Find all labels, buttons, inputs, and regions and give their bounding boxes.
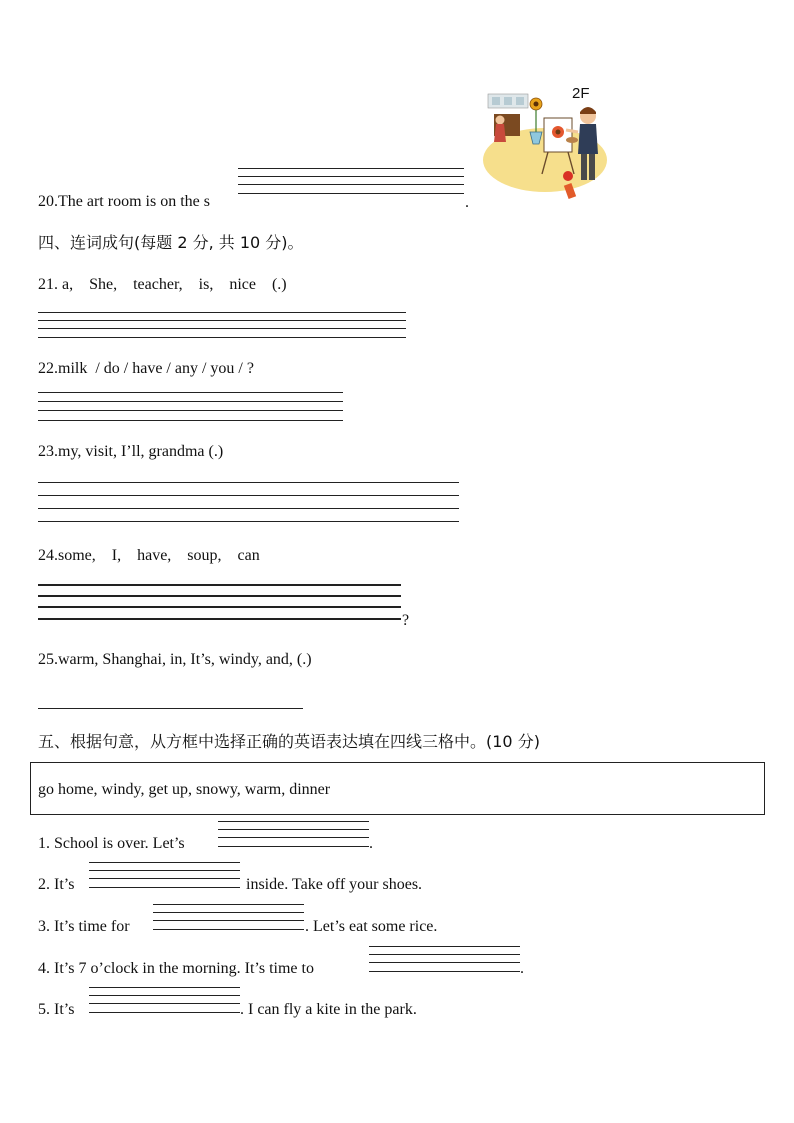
fill3-before: 3. It’s time for xyxy=(38,918,130,935)
fill2-writing-lines[interactable] xyxy=(89,862,240,890)
q25-answer-line[interactable] xyxy=(38,708,303,709)
q20-writing-lines[interactable] xyxy=(238,168,464,206)
fill5-writing-lines[interactable] xyxy=(89,987,240,1015)
q23-writing-lines[interactable] xyxy=(38,482,459,524)
q22-words: 22.milk / do / have / any / you / ? xyxy=(38,360,254,377)
fill4-writing-lines[interactable] xyxy=(369,946,520,974)
fill5-before: 5. It’s xyxy=(38,1001,75,1018)
fill1-after: . xyxy=(369,835,373,852)
q24-words: 24.some, I, have, soup, can xyxy=(38,547,260,564)
section5-title: 五、根据句意，从方框中选择正确的英语表达填在四线三格中。(10 分) xyxy=(38,732,540,751)
q20-text: 20.The art room is on the s xyxy=(38,193,210,210)
q21-writing-lines[interactable] xyxy=(38,312,406,340)
section4-title: 四、连词成句(每题 2 分, 共 10 分)。 xyxy=(38,233,304,252)
fill5-after: . I can fly a kite in the park. xyxy=(240,1001,417,1018)
q21-words: 21. a, She, teacher, is, nice (.) xyxy=(38,276,287,293)
q24-writing-lines[interactable] xyxy=(38,584,401,620)
fill1-before: 1. School is over. Let’s xyxy=(38,835,185,852)
fill3-after: . Let’s eat some rice. xyxy=(305,918,438,935)
painter-picture xyxy=(480,84,610,206)
fill2-after: inside. Take off your shoes. xyxy=(246,876,423,893)
floor-label: 2F xyxy=(572,85,590,102)
fill3-writing-lines[interactable] xyxy=(153,904,304,932)
q24-question-mark: ? xyxy=(402,612,410,629)
fill4-before: 4. It’s 7 o’clock in the morning. It’s time to xyxy=(38,960,314,977)
q25-words: 25.warm, Shanghai, in, It’s, windy, and, (.) xyxy=(38,651,312,668)
word-box-text: go home, windy, get up, snowy, warm, dinner xyxy=(38,781,331,798)
fill2-before: 2. It’s xyxy=(38,876,75,893)
word-box xyxy=(30,762,765,815)
q20-period: . xyxy=(465,194,469,211)
art-room-illustration xyxy=(480,84,610,206)
fill4-after: . xyxy=(520,960,524,977)
q22-writing-lines[interactable] xyxy=(38,392,343,424)
fill1-writing-lines[interactable] xyxy=(218,821,369,849)
q23-words: 23.my, visit, I’ll, grandma (.) xyxy=(38,443,224,460)
